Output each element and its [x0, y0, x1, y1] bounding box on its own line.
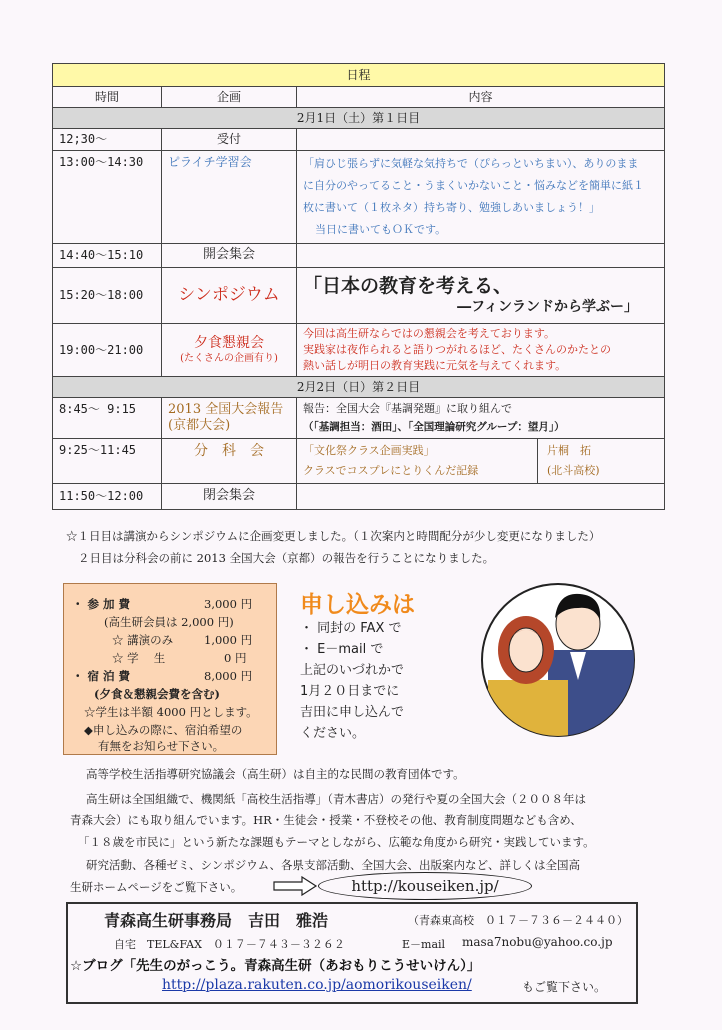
fee-student-amount: 0 円 [224, 651, 247, 665]
content-line: 「文化祭クラス企画実践」 [303, 444, 435, 457]
row-time: 8:45～ 9:15 [53, 398, 162, 439]
row-content [297, 324, 665, 377]
email-address[interactable]: masa7nobu@yahoo.co.jp [462, 935, 613, 949]
apply-line: 上記のいづれかで [300, 663, 405, 678]
content-line: 当日に書いてもＯＫです。 [315, 223, 447, 236]
row-content [297, 268, 665, 324]
row-content [297, 439, 665, 484]
contact-box [66, 902, 638, 1004]
row-content [297, 151, 665, 244]
fee-lecture: ☆ 講演のみ [112, 633, 174, 647]
website-link[interactable]: http://kouseiken.jp/ [318, 872, 532, 900]
event-title: 夕食懇親会 [194, 335, 264, 351]
apply-title: 申し込みは [300, 592, 415, 618]
row-time: 14:40～15:10 [53, 244, 162, 268]
fee-student: ☆ 学 生 [112, 651, 166, 665]
blog-title: ☆ブログ「先生のがっこう。青森高生研（あおもりこうせいけん）」 [70, 958, 481, 974]
presenter-name: 片桐 拓 [547, 444, 591, 457]
row-content [297, 398, 665, 439]
row-event: シンポジウム [162, 268, 297, 324]
symposium-subtitle: ―フィンランドから学ぶー」 [457, 298, 639, 315]
row-time: 11:50～12:00 [53, 484, 162, 510]
row-content [297, 244, 665, 268]
email-label: E－mail [402, 938, 446, 951]
row-event: 開会集会 [162, 244, 297, 268]
row-time: 13:00～14:30 [53, 151, 162, 244]
content-line: に自分のやってること・うまくいかないこと・悩みなどを簡単に紙１ [303, 179, 644, 192]
event-title: 2013 全国大会報告 [168, 401, 284, 417]
fee-box [63, 583, 277, 755]
fee-lodging-note: (夕食＆懇親会費を含む) [94, 687, 220, 701]
schedule-table [52, 63, 665, 510]
header-time: 時間 [53, 87, 162, 108]
row-event: ピライチ学習会 [162, 151, 297, 244]
content-line: 熱い話しが明日の教育実践に元気を与えてくれます。 [303, 359, 567, 372]
content-line: 「肩ひじ張らずに気軽な気持ちで（ぴらっといちまい）、ありのまま [303, 157, 639, 170]
content-line: 枚に書いて（１枚ネタ）持ち寄り、勉強しあいましょう！」 [303, 201, 600, 214]
note-line: ☆１日目は講演からシンポジウムに企画変更しました。（１次案内と時間配分が少し変更になりました） [66, 529, 601, 543]
event-subtitle: (京都大会) [168, 418, 231, 433]
intro-line: 青森大会）にも取り組んでいます。HR・生徒会・授業・不登校その他、教育制度問題なども含め、 [70, 813, 582, 827]
fee-student-discount: ☆学生は半額 4000 円とします。 [84, 705, 258, 719]
fee-lodging: ・ 宿 泊 費 [72, 669, 131, 683]
fee-member: (高生研会員は 2,000 円) [104, 615, 234, 629]
intro-line: 高生研は全国組織で、機関紙「高校生活指導」（青木書店）の発行や夏の全国大会（２００８年は [86, 792, 587, 806]
symposium-title: 「日本の教育を考える、 [303, 274, 513, 297]
blog-suffix: もご覧下さい。 [522, 980, 607, 994]
day2-header: 2月2日（日）第２日目 [53, 377, 665, 398]
apply-line: 吉田に申し込んで [300, 705, 405, 720]
content-line: クラスでコスプレにとりくんだ記録 [303, 464, 479, 477]
fee-participation: ・ 参 加 費 [72, 597, 131, 611]
presenter-school: (北斗高校) [547, 464, 600, 477]
arrow-icon [272, 876, 318, 896]
row-time: 19:00～21:00 [53, 324, 162, 377]
row-time: 9:25～11:45 [53, 439, 162, 484]
apply-line: ・ 同封の FAX で [300, 621, 402, 636]
schedule-title: 日程 [53, 64, 665, 87]
row-time: 12;30～ [53, 129, 162, 151]
day1-header: 2月1日（土）第１日目 [53, 108, 665, 129]
header-event: 企画 [162, 87, 297, 108]
row-content [297, 484, 665, 510]
home-tel: 自宅 TEL&FAX ０１７－７４３－３２６２ [114, 938, 345, 951]
content-line: 実践家は夜作られると語りつがれるほど、たくさんのかたとの [303, 343, 611, 356]
cell-divider [537, 439, 538, 483]
fee-participation-amount: 3,000 円 [204, 597, 253, 611]
row-event: 分 科 会 [162, 439, 297, 484]
couple-illustration [478, 580, 638, 740]
row-content [297, 129, 665, 151]
row-event: 閉会集会 [162, 484, 297, 510]
content-line: （「基調担当：酒田」、「全国理論研究グループ：望月」） [303, 421, 565, 433]
intro-line: 高等学校生活指導研究協議会（高生研）は自主的な民間の教育団体です。 [86, 767, 465, 781]
row-event [162, 324, 297, 377]
note-line: ２日目は分科会の前に 2013 全国大会（京都）の報告を行うことになりました。 [78, 551, 495, 565]
row-event [162, 398, 297, 439]
row-time: 15:20～18:00 [53, 268, 162, 324]
apply-line: ください。 [300, 726, 366, 741]
content-line: 報告：全国大会『基調発題』に取り組んで [303, 402, 512, 415]
content-line: 今回は高生研ならではの懇親会を考えております。 [303, 327, 556, 340]
apply-line: ・ E－mail で [300, 642, 384, 657]
event-note: (たくさんの企画有り) [180, 352, 278, 364]
office-name: 青森高生研事務局 吉田 雅浩 [104, 911, 329, 930]
intro-line: 「１８歳を市民に」という新たな課題もテーマとしながら、広範な角度から研究・実践しています。 [78, 835, 595, 849]
fee-lodging-request-2: 有無をお知らせ下さい。 [98, 739, 225, 753]
header-content: 内容 [297, 87, 665, 108]
intro-line: 研究活動、各種ゼミ、シンポジウム、各県支部活動、全国大会、出版案内など、詳しくは全国高 [86, 858, 580, 872]
office-tel: （青森東高校 ０１７－７３６－２４４０） [408, 914, 628, 927]
fee-lodging-request: ◆申し込みの際に、宿泊希望の [84, 723, 243, 737]
intro-line: 生研ホームページをご覧下さい。 [70, 880, 243, 894]
blog-link[interactable]: http://plaza.rakuten.co.jp/aomorikouseiken/ [162, 977, 472, 993]
fee-lodging-amount: 8,000 円 [204, 669, 253, 683]
apply-line: 1月２０日までに [300, 684, 400, 699]
fee-lecture-amount: 1,000 円 [204, 633, 253, 647]
row-event: 受付 [162, 129, 297, 151]
